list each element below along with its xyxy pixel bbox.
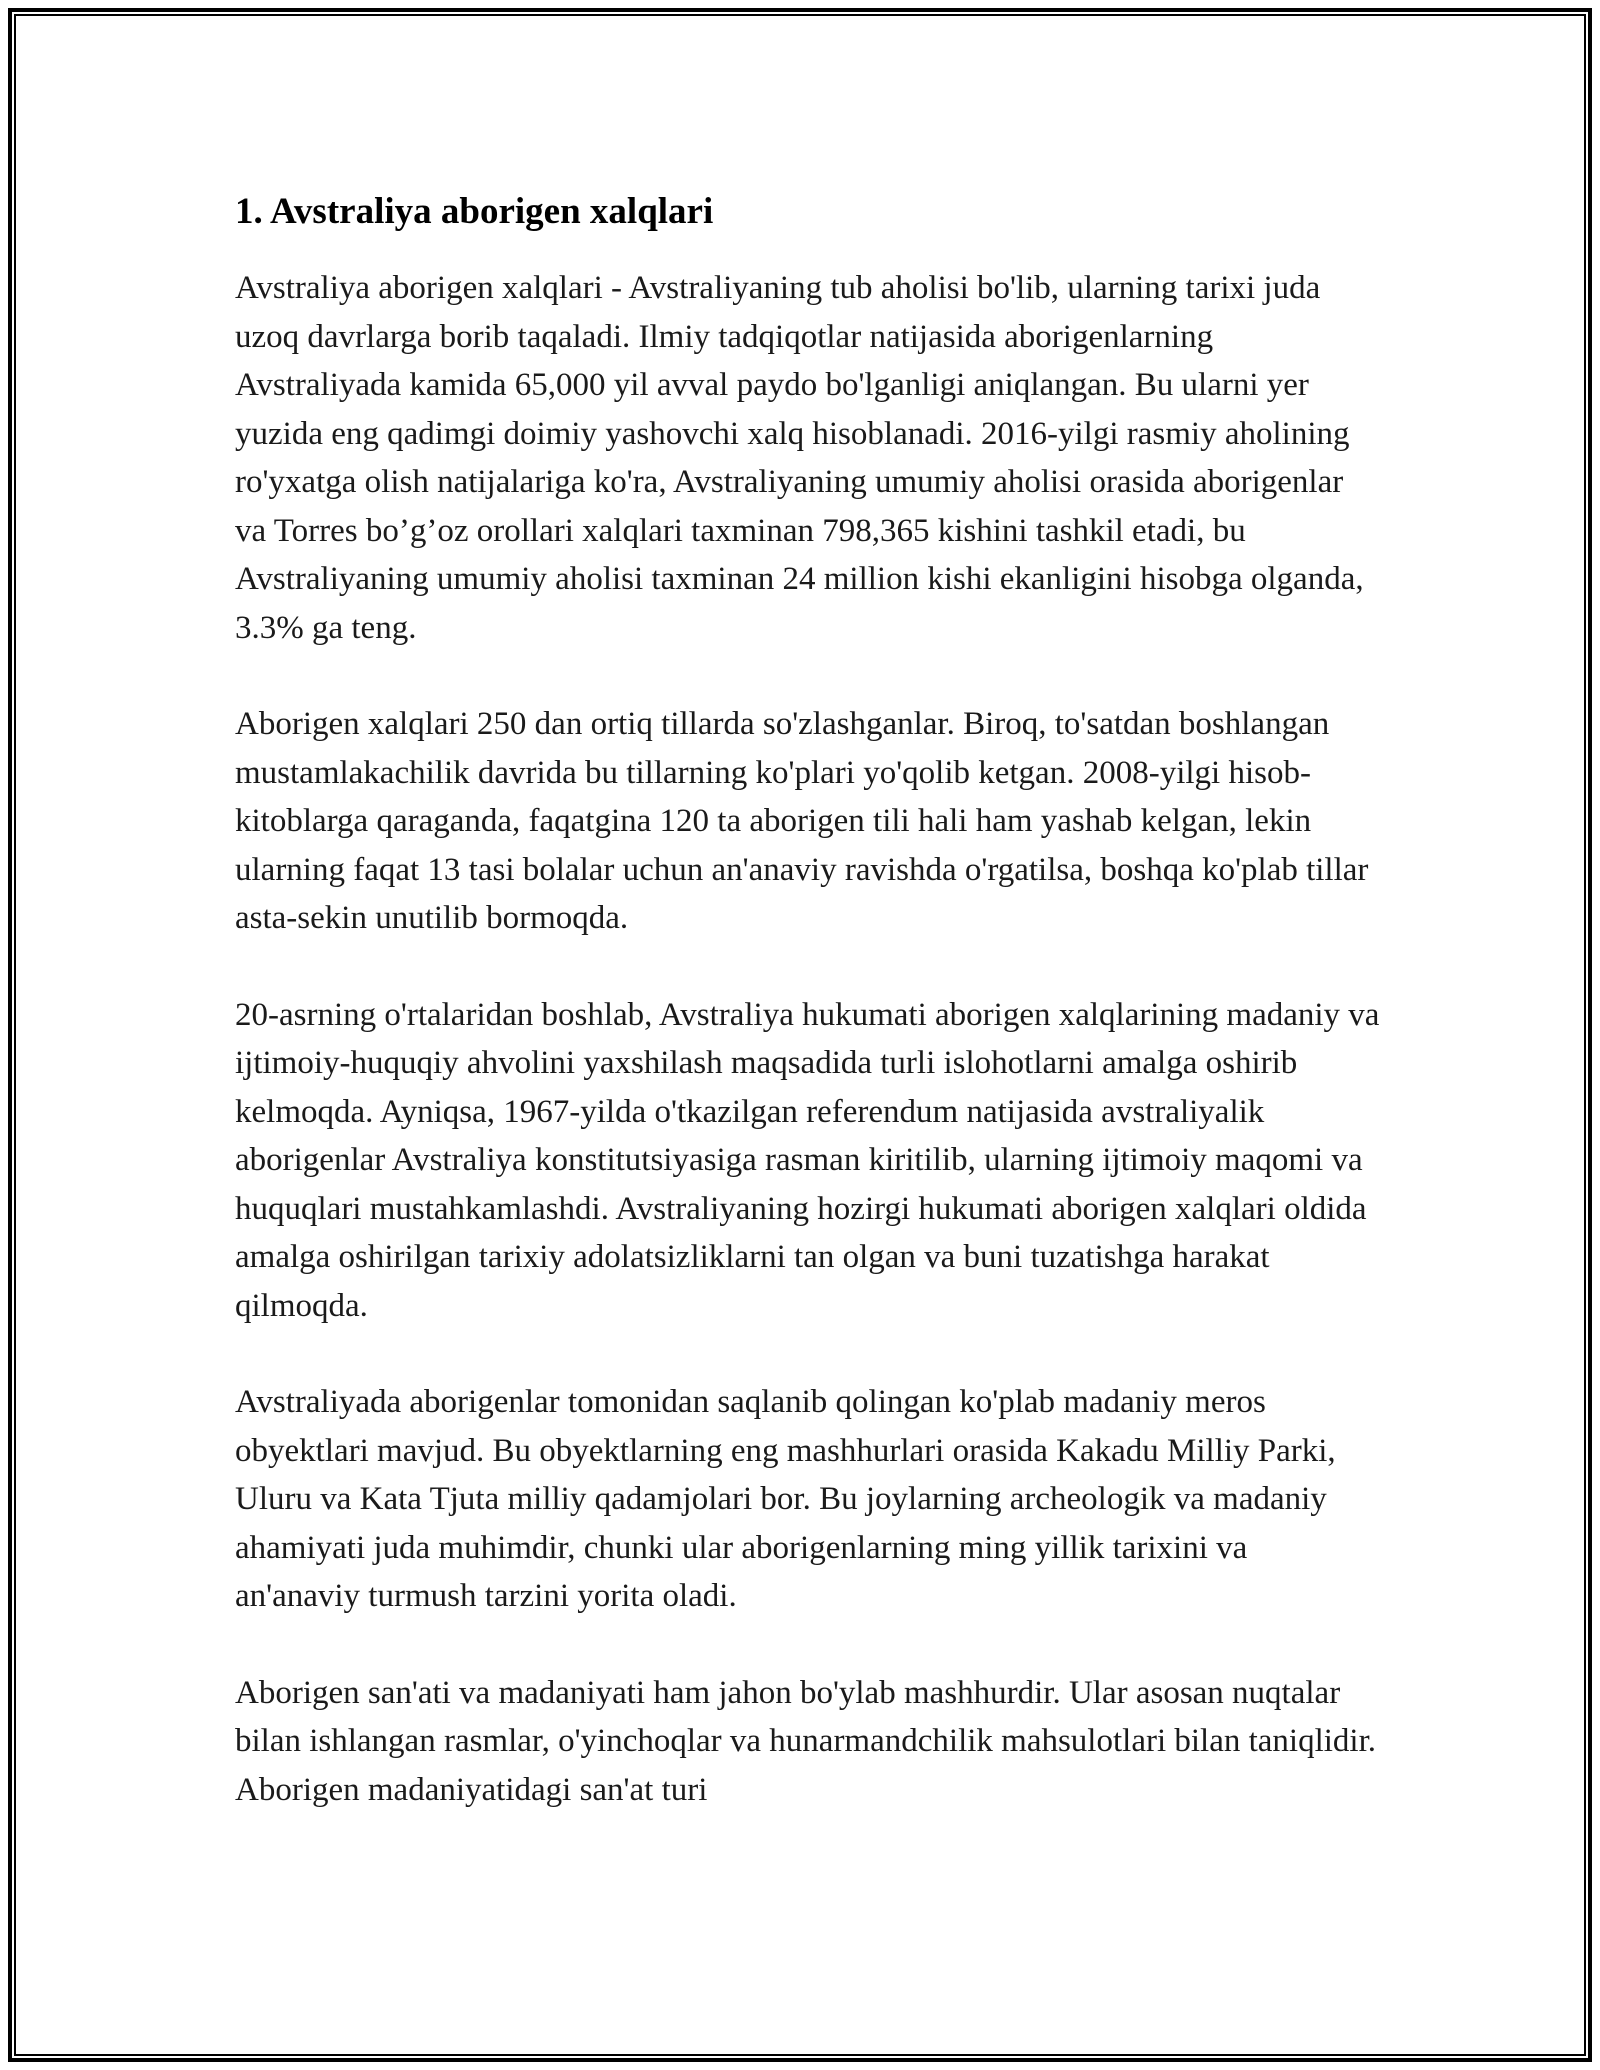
- paragraph-art-culture: Aborigen san'ati va madaniyati ham jahon bo'ylab mashhurdir. Ular asosan nuqtalar bilan ishlangan rasmlar, o'yinchoqlar va hunarmandchilik mahsulotlari bilan taniqlidir. Aborigen madaniyatidagi san'at turi: [235, 1674, 1377, 1808]
- paragraph-population: Avstraliya aborigen xalqlari - Avstraliyaning tub aholisi bo'lib, ularning tarixi juda uzoq davrlarga borib taqaladi. Ilmiy tadqiqotlar natijasida aborigenlarning Avstraliyada kamida 65,000 yil avval paydo bo'lganligi aniqlangan. Bu ularni yer yuzida eng qadimgi doimiy yashovchi xalq hisoblanadi. 2016-yilgi rasmiy aholining ro'yxatga olish natijalariga ko'ra, Avstraliyaning umumiy aholisi orasida aborigenlar va Torres bo’g’oz orollari xalqlari taxminan 798,365 kishini tashkil etadi, bu Avstraliyaning umumiy aholisi taxminan 24 million kishi ekanligini hisobga olganda, 3.3% ga teng.: [235, 270, 1364, 646]
- document-body: [235, 188, 1380, 1862]
- paragraph-languages: Aborigen xalqlari 250 dan ortiq tillarda so'zlashganlar. Biroq, to'satdan boshlangan mustamlakachilik davrida bu tillarning ko'plari yo'qolib ketgan. 2008-yilgi hisob-kitoblarga qaraganda, faqatgina 120 ta aborigen tili hali ham yashab kelgan, lekin ularning faqat 13 tasi bolalar uchun an'anaviy ravishda o'rgatilsa, boshqa ko'plab tillar asta-sekin unutilib bormoqda.: [235, 706, 1369, 936]
- section-title: 1. Avstraliya aborigen xalqlari: [235, 191, 714, 232]
- paragraph-heritage-sites: Avstraliyada aborigenlar tomonidan saqlanib qolingan ko'plab madaniy meros obyektlari mavjud. Bu obyektlarning eng mashhurlari orasida Kakadu Milliy Parki, Uluru va Kata Tjuta milliy qadamjolari bor. Bu joylarning archeologik va madaniy ahamiyati juda muhimdir, chunki ular aborigenlarning ming yillik tarixini va an'anaviy turmush tarzini yorita oladi.: [235, 1384, 1336, 1614]
- paragraph-government-reforms: 20-asrning o'rtalaridan boshlab, Avstraliya hukumati aborigen xalqlarining madaniy va ijtimoiy-huquqiy ahvolini yaxshilash maqsadida turli islohotlarni amalga oshirib kelmoqda. Ayniqsa, 1967-yilda o'tkazilgan referendum natijasida avstraliyalik aborigenlar Avstraliya konstitutsiyasiga rasman kiritilib, ularning ijtimoiy maqomi va huquqlari mustahkamlashdi. Avstraliyaning hozirgi hukumati aborigen xalqlari oldida amalga oshirilgan tarixiy adolatsizliklarni tan olgan va buni tuzatishga harakat qilmoqda.: [235, 996, 1380, 1324]
